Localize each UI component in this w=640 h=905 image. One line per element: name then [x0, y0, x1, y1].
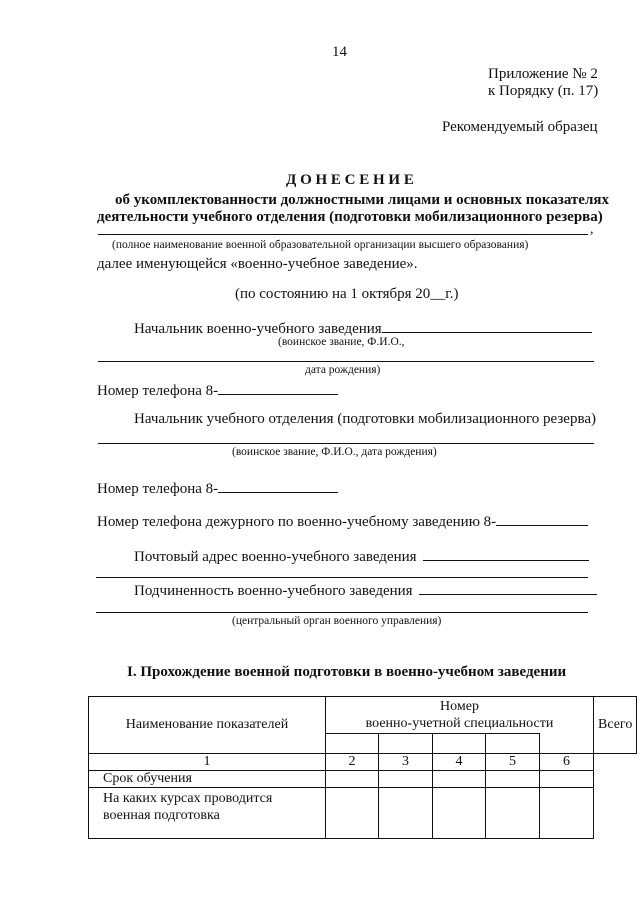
title-line-2: об укомплектованности должностными лицами и основных показателях [115, 192, 609, 208]
appendix-line-2: к Порядку (п. 17) [488, 83, 599, 99]
table-cell[interactable] [326, 771, 379, 788]
col-number-4: 4 [433, 754, 486, 771]
table-cell[interactable] [540, 788, 594, 839]
head-label [134, 318, 592, 338]
duty-phone [97, 511, 588, 531]
org-name-caption: (полное наименование военной образовательной организации высшего образования) [112, 239, 529, 251]
vus-subcell-4 [486, 734, 540, 754]
page-number: 14 [332, 44, 347, 60]
phone-1-input-line[interactable] [218, 380, 338, 395]
subordination [134, 580, 597, 600]
vus-subcell-2 [379, 734, 433, 754]
head-second-line[interactable] [98, 361, 594, 362]
col-header-name: Наименование показателей [89, 697, 326, 754]
row-label-study-term: Срок обучения [89, 771, 326, 788]
col-number-1: 1 [89, 754, 326, 771]
table-cell[interactable] [379, 771, 433, 788]
indicators-table [88, 696, 637, 839]
row-label-courses: На каких курсах проводится военная подготовка [89, 788, 326, 839]
col-header-vus-line-2: военно-учетной специальности [365, 716, 554, 731]
phone-2-input-line[interactable] [218, 478, 338, 493]
head-label-text: Начальник военно-учебного заведения [134, 321, 382, 337]
table-cell[interactable] [486, 771, 540, 788]
appendix-line-1: Приложение № 2 [488, 66, 598, 82]
org-name-line [98, 234, 588, 235]
subordination-line-2[interactable] [96, 612, 588, 613]
table-row [89, 771, 637, 788]
phone-2-label: Номер телефона 8- [97, 481, 219, 497]
dept-head-caption: (воинское звание, Ф.И.О., дата рождения) [232, 446, 437, 458]
section-1-title: I. Прохождение военной подготовки в военно-учебном заведении [127, 664, 567, 680]
postal-address-input-line[interactable] [423, 546, 589, 561]
phone-2 [97, 478, 338, 498]
table-cell[interactable] [486, 788, 540, 839]
org-hereinafter: далее именующейся «военно-учебное заведение». [97, 256, 418, 272]
as-of-date: (по состоянию на 1 октября 20__г.) [235, 286, 459, 302]
col-number-2: 2 [326, 754, 379, 771]
col-header-vus-line-1: Номер [440, 699, 479, 714]
table-cell[interactable] [540, 771, 594, 788]
duty-phone-input-line[interactable] [496, 511, 588, 526]
head-input-line[interactable] [382, 318, 592, 333]
duty-phone-label: Номер телефона дежурного по военно-учебному заведению 8- [97, 514, 497, 530]
org-name-comma: , [590, 222, 594, 237]
phone-1 [97, 380, 338, 400]
phone-1-label: Номер телефона 8- [97, 383, 219, 399]
postal-address-line-2[interactable] [96, 577, 588, 578]
table-cell[interactable] [379, 788, 433, 839]
vus-subcell-3 [433, 734, 486, 754]
col-header-total: Всего [594, 697, 637, 754]
postal-address-label: Почтовый адрес военно-учебного заведения [134, 549, 417, 565]
table-row [89, 788, 637, 839]
subordination-caption: (центральный орган военного управления) [232, 615, 442, 627]
table-cell[interactable] [433, 788, 486, 839]
postal-address [134, 546, 589, 566]
subordination-input-line[interactable] [419, 580, 597, 595]
table-cell[interactable] [433, 771, 486, 788]
dept-head-label: Начальник учебного отделения (подготовки мобилизационного резерва) [134, 411, 596, 427]
col-number-5: 5 [486, 754, 540, 771]
dept-head-line[interactable] [98, 443, 594, 444]
title-line-3: деятельности учебного отделения (подготовки мобилизационного резерва) [97, 209, 603, 225]
col-number-3: 3 [379, 754, 433, 771]
subordination-label: Подчиненность военно-учебного заведения [134, 583, 413, 599]
table-cell[interactable] [326, 788, 379, 839]
sample-label: Рекомендуемый образец [442, 119, 598, 135]
vus-subcell-1 [326, 734, 379, 754]
head-caption-2: дата рождения) [305, 364, 381, 376]
col-header-vus [326, 697, 594, 734]
head-caption-1: (воинское звание, Ф.И.О., [278, 336, 405, 348]
document-title: Д О Н Е С Е Н И Е [286, 172, 414, 188]
col-number-6: 6 [540, 754, 594, 771]
